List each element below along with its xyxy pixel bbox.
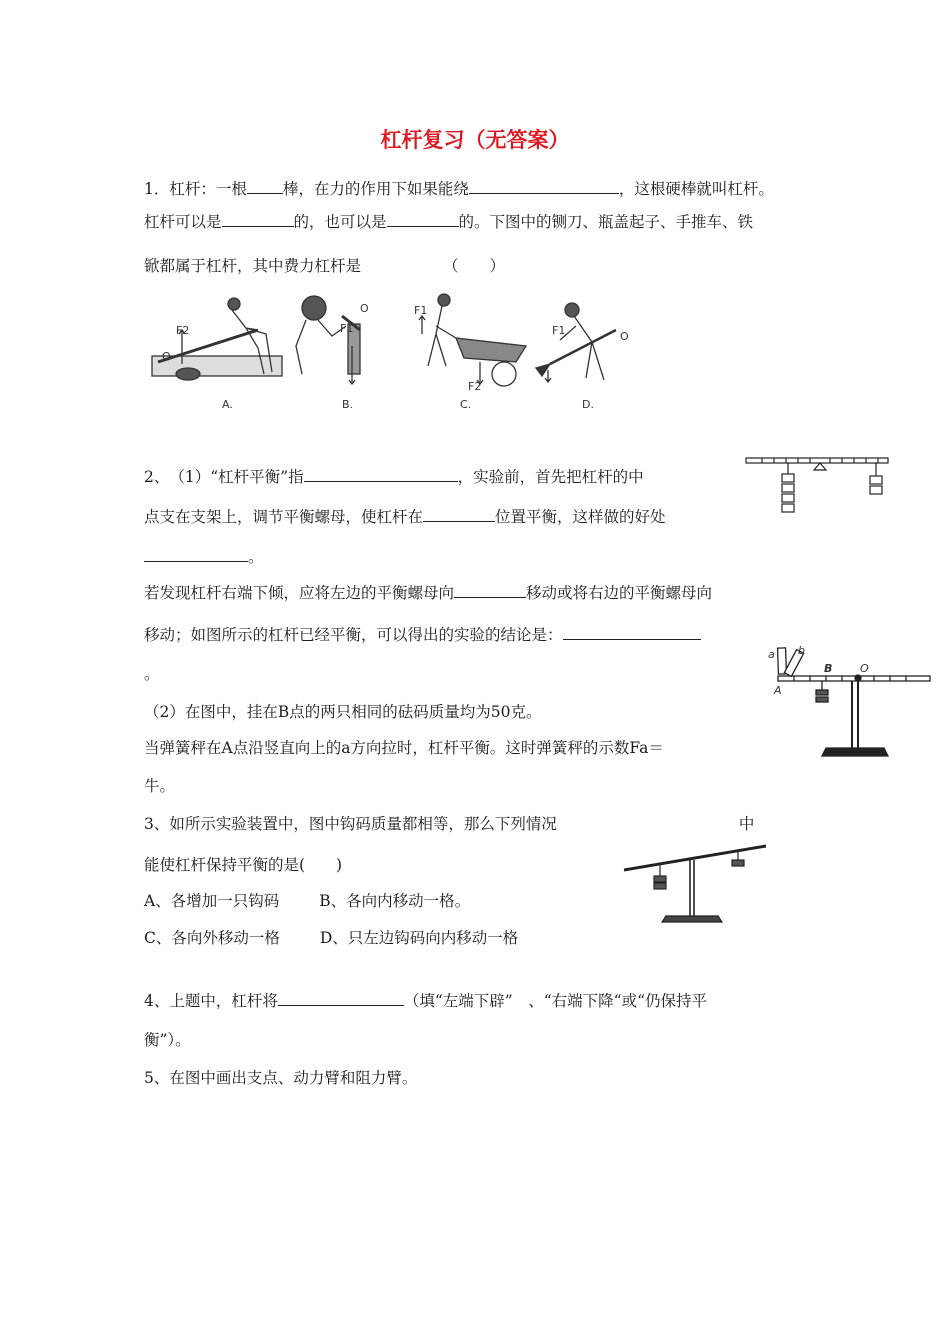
figure-label-b: B.	[342, 398, 354, 411]
figure-label-a: A.	[222, 398, 233, 411]
q2-text: 移动或将右边的平衡螺母向	[526, 584, 713, 602]
figure-b-bottle-opener	[296, 296, 360, 384]
q2-spring-balance-figure	[764, 636, 936, 766]
page-title: 杠杆复习（无答案）	[380, 128, 570, 152]
q1-text: ，这根硬棒就叫杠杆。	[618, 180, 774, 198]
answer-blank[interactable]	[387, 211, 459, 227]
force-label: F2	[176, 324, 190, 337]
q1-text: 的。下图中的铡刀、瓶盖起子、手推车、铁	[458, 213, 754, 231]
q2-line1	[144, 466, 644, 487]
q2-line2	[144, 506, 666, 527]
q3-options-row2	[144, 928, 518, 948]
q1-text: 的，也可以是	[293, 213, 387, 231]
option-b[interactable]: B、各向内移动一格。	[319, 892, 471, 910]
figure-label-d: D.	[582, 398, 594, 411]
figure-d-shovel	[536, 303, 616, 382]
q2-text: ，实验前，首先把杠杆的中	[457, 468, 644, 486]
q3-line2: 能使杠杆保持平衡的是( )	[144, 856, 343, 874]
figure-a-chopper	[152, 298, 282, 380]
force-label: F2	[468, 380, 482, 393]
answer-blank[interactable]	[304, 466, 458, 482]
q2-text: 若发现杠杆右端下倾，应将左边的平衡螺母向	[144, 584, 455, 602]
q4-text: （填“左端下辟” 、“右端下降“或“仍保持平	[403, 992, 707, 1010]
answer-blank[interactable]	[222, 211, 294, 227]
force-label: F1	[340, 322, 354, 335]
force-label: F1	[414, 304, 428, 317]
option-d[interactable]: D、只左边钩码向内移动一格	[319, 929, 519, 947]
fulcrum-label: O	[360, 302, 369, 315]
q1-text: 锨都属于杠杆，其中费力杠杆是	[144, 257, 362, 275]
figure-label-c: C.	[460, 398, 472, 411]
q2-lever-balance-figure	[744, 450, 894, 530]
q4-line1	[144, 990, 707, 1011]
q1-choice-paren: （ ）	[443, 257, 506, 275]
q1-line3	[144, 256, 505, 276]
answer-blank[interactable]	[247, 178, 283, 194]
q2-text: 点支在支架上，调节平衡螺母，使杠杆在	[144, 508, 424, 526]
q3-options-row1	[144, 891, 470, 911]
q3-text: 3、如所示实验装置中，图中钩码质量都相等，那么下列情况	[144, 815, 557, 833]
q1-text: 杠杆可以是	[144, 213, 222, 231]
q1-line2	[144, 211, 753, 232]
point-label-b: B	[824, 662, 833, 675]
q2-text: 位置平衡，这样做的好处	[495, 508, 666, 526]
q3-line1	[144, 814, 754, 834]
q5-line1: 5、在图中画出支点、动力臂和阻力臂。	[144, 1069, 418, 1087]
q2-line3	[144, 546, 264, 567]
answer-blank[interactable]	[454, 582, 526, 598]
fulcrum-label: O	[162, 350, 171, 363]
q4-line2: 衡”）。	[144, 1031, 191, 1049]
fulcrum-label: O	[620, 330, 629, 343]
q1-lever-figures	[146, 286, 646, 416]
q3-lever-figure	[620, 838, 770, 930]
option-a[interactable]: A、各增加一只钩码	[144, 892, 280, 910]
q2-line8: 当弹簧秤在A点沿竖直向上的a方向拉时，杠杆平衡。这时弹簧秤的示数Fa＝	[144, 739, 664, 757]
answer-blank[interactable]	[144, 546, 248, 562]
q2-text: 移动；如图所示的杠杆已经平衡，可以得出的实验的结论是：	[144, 626, 563, 644]
direction-label-b: b	[798, 644, 805, 657]
q2-text: 。	[248, 548, 264, 566]
q1-text: 1．杠杆：一根	[144, 180, 247, 198]
answer-blank[interactable]	[278, 990, 404, 1006]
answer-blank[interactable]	[469, 178, 619, 194]
q2-line4	[144, 582, 712, 603]
q1-text: 棒，在力的作用下如果能绕	[282, 180, 469, 198]
force-label: F1	[552, 324, 566, 337]
answer-blank[interactable]	[423, 506, 495, 522]
direction-label-a: a	[768, 648, 775, 661]
q1-line1	[144, 178, 774, 199]
q2-line5	[144, 624, 701, 645]
q2-text: 2、 （1）“杠杆平衡”指	[144, 468, 304, 486]
point-label-a: A	[774, 684, 782, 697]
q2-line6: 。	[144, 665, 160, 683]
figure-c-wheelbarrow	[419, 294, 526, 386]
option-c[interactable]: C、各向外移动一格	[144, 929, 280, 947]
q3-text: 中	[738, 815, 755, 833]
q2-line9: 牛。	[144, 777, 176, 795]
answer-blank[interactable]	[563, 624, 701, 640]
fulcrum-label: O	[860, 662, 869, 675]
q2-line7: （2）在图中，挂在B点的两只相同的砝码质量均为50克。	[144, 703, 542, 721]
q4-text: 4、上题中，杠杆将	[144, 992, 278, 1010]
